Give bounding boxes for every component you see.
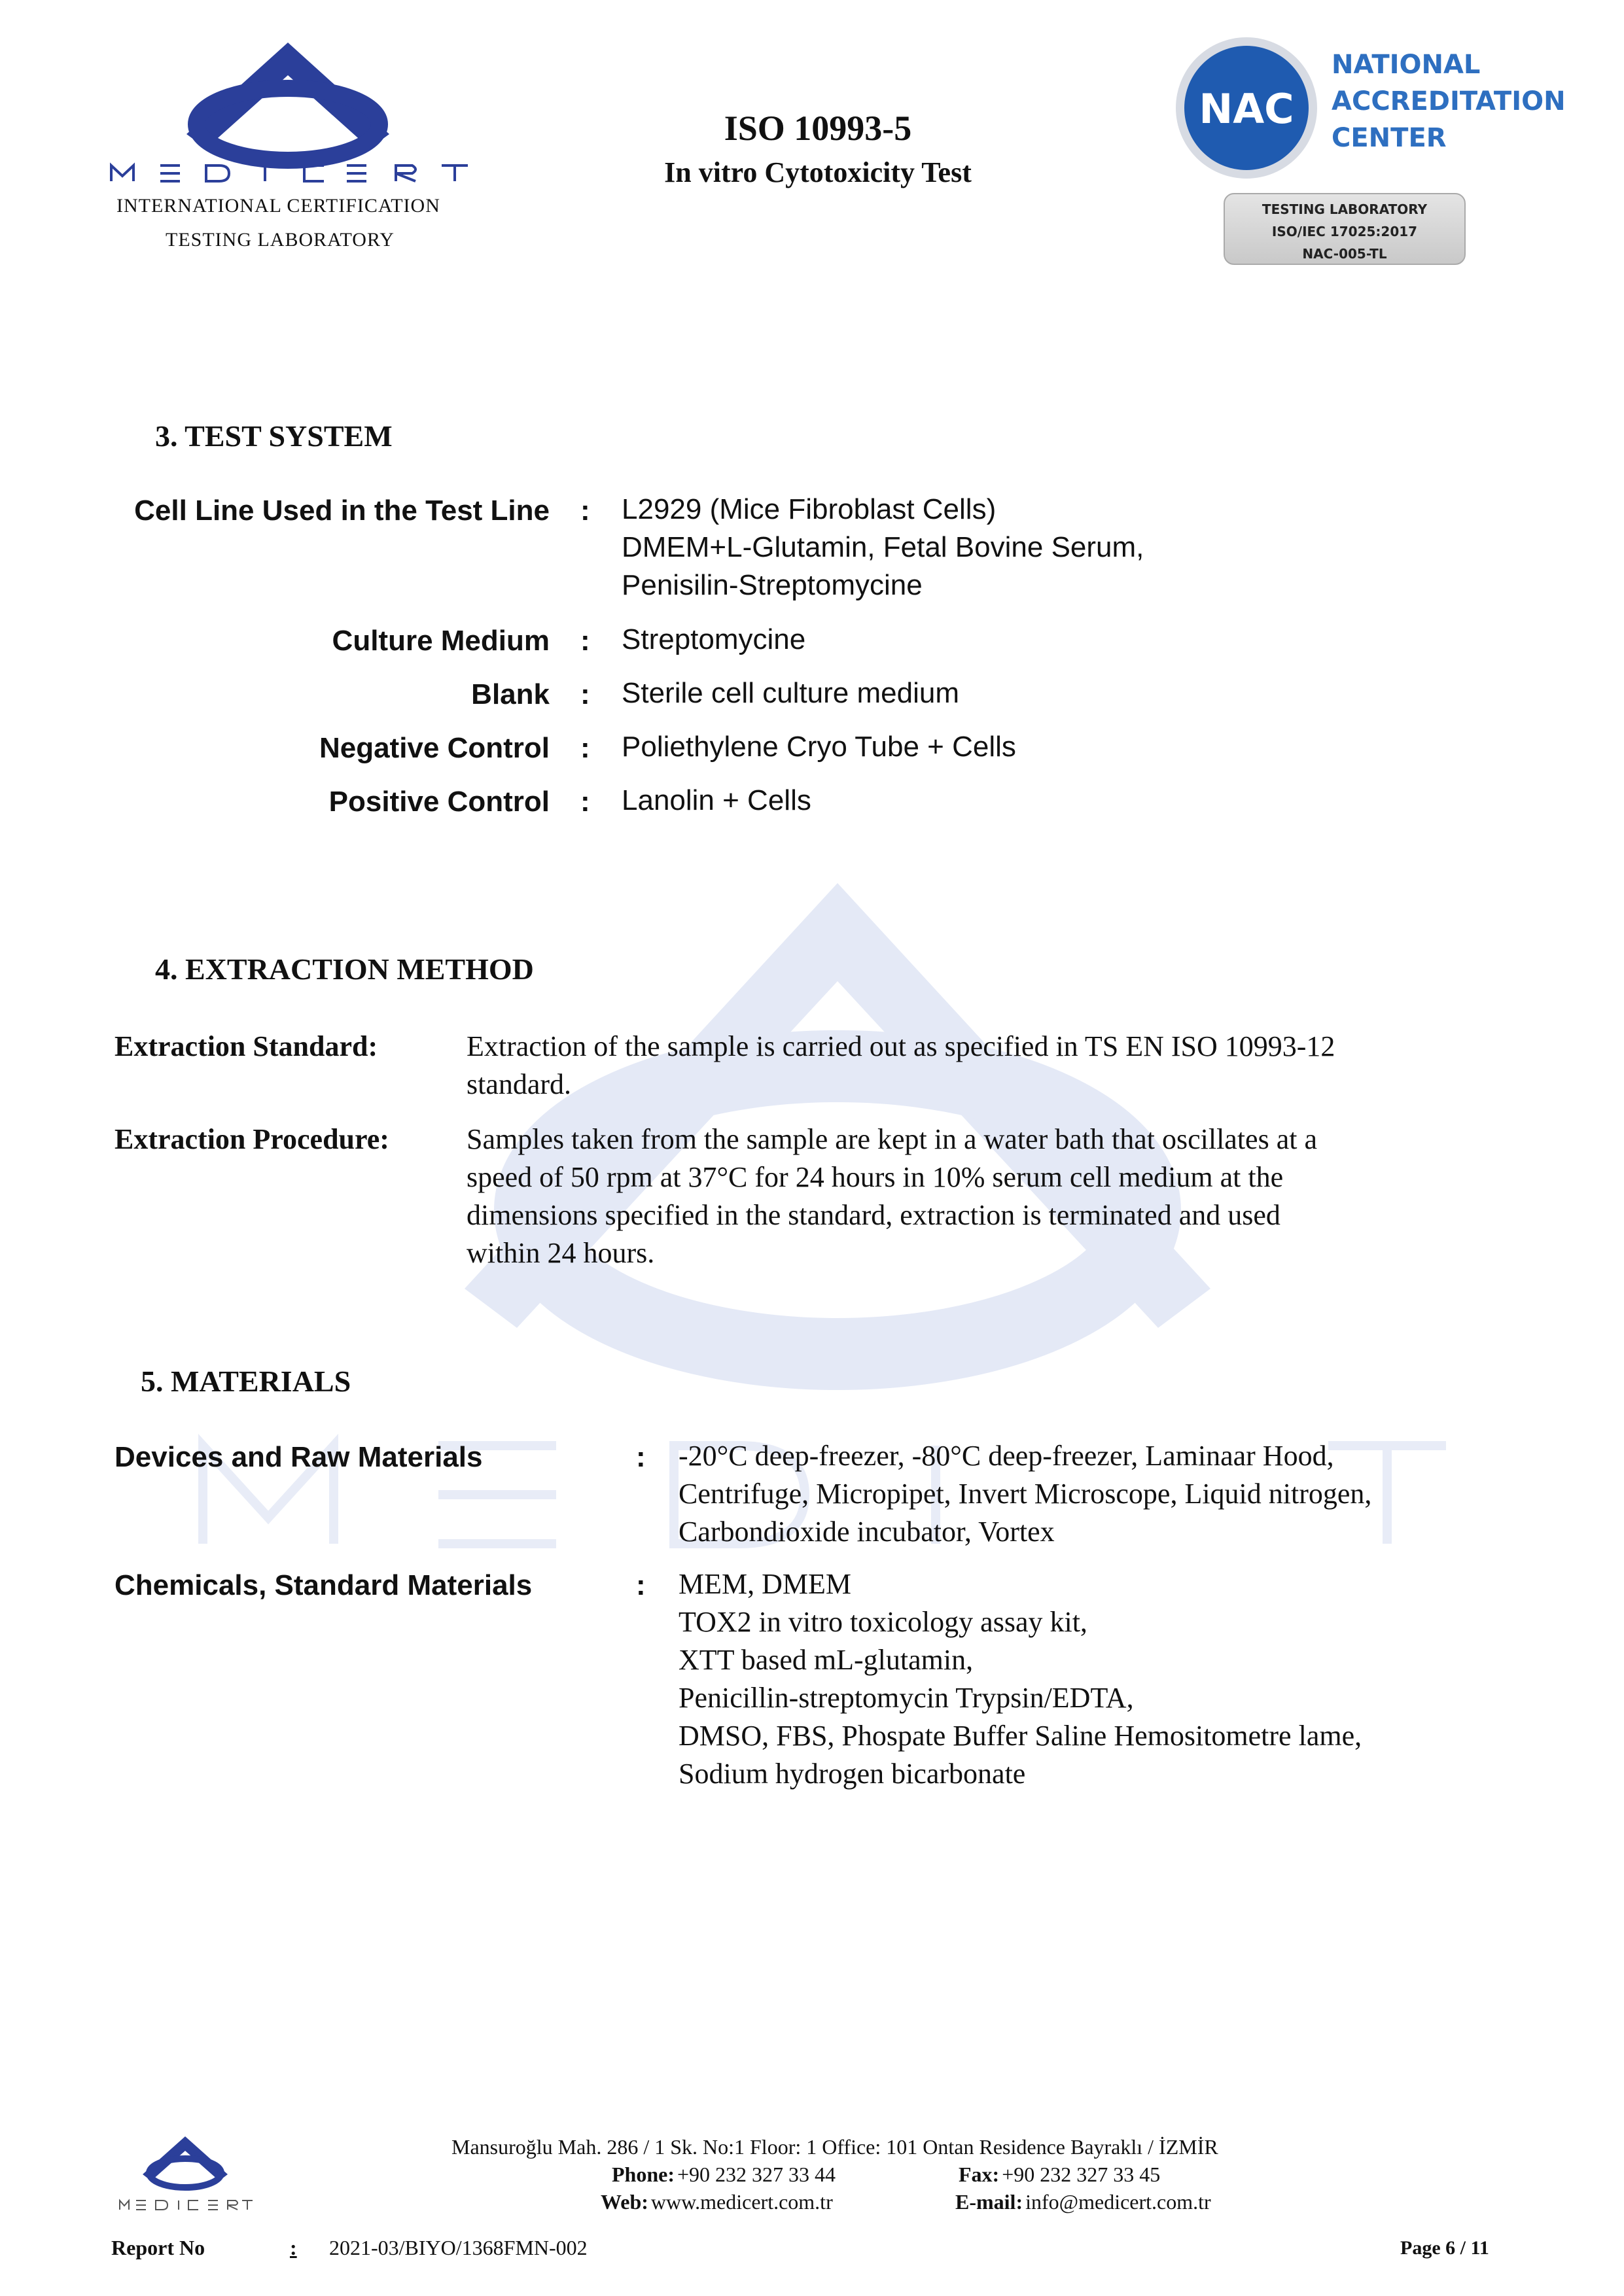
section-heading-extraction: 4. EXTRACTION METHOD — [155, 952, 534, 986]
email-label: E-mail: — [955, 2190, 1023, 2214]
materials-value — [679, 1565, 1362, 1793]
value-line: Penisilin-Streptomycine — [622, 569, 923, 601]
report-no-label: Report No — [111, 2236, 205, 2259]
nac-accreditation-logo — [1168, 33, 1566, 190]
test-system-label: Cell Line Used in the Test Line — [134, 495, 550, 527]
extraction-label: Extraction Standard: — [115, 1030, 378, 1062]
footer-address: Mansuroğlu Mah. 286 / 1 Sk. No:1 Floor: 1 Office: 101 Ontan Residence Bayraklı / İZMİR — [451, 2135, 1218, 2159]
report-no-separator: : — [290, 2236, 297, 2259]
value-line: XTT based mL-glutamin, — [679, 1644, 974, 1676]
nac-badge-line3: NAC-005-TL — [1302, 246, 1387, 262]
brand-line-certification: INTERNATIONAL CERTIFICATION — [116, 195, 440, 217]
value-line: Samples taken from the sample are kept in a water bath that oscillates at a — [467, 1123, 1317, 1155]
value-line: -20°C deep-freezer, -80°C deep-freezer, Laminaar Hood, — [679, 1440, 1334, 1472]
separator-colon: : — [580, 495, 590, 527]
nac-badge-line2: ISO/IEC 17025:2017 — [1271, 224, 1418, 239]
footer-medicert-logo — [116, 2134, 254, 2212]
value-line: Carbondioxide incubator, Vortex — [679, 1516, 1055, 1548]
report-no-value: 2021-03/BIYO/1368FMN-002 — [329, 2236, 588, 2259]
extraction-label: Extraction Procedure: — [115, 1123, 389, 1155]
value-line: Penicillin-streptomycin Trypsin/EDTA, — [679, 1682, 1134, 1714]
footer-email — [955, 2190, 1211, 2214]
value-line: MEM, DMEM — [679, 1568, 852, 1600]
nac-line1: NATIONAL — [1332, 50, 1481, 80]
test-system-value — [622, 728, 1016, 766]
test-system-value — [622, 621, 805, 659]
value-line: Centrifuge, Micropipet, Invert Microscope, Liquid nitrogen, — [679, 1478, 1372, 1510]
fax-value: +90 232 327 33 45 — [1002, 2163, 1161, 2186]
nac-testing-badge — [1224, 193, 1466, 265]
phone-label: Phone: — [612, 2163, 675, 2186]
phone-value: +90 232 327 33 44 — [677, 2163, 836, 2186]
footer-fax — [959, 2163, 1160, 2187]
value-line: DMSO, FBS, Phospate Buffer Saline Hemositometre lame, — [679, 1720, 1362, 1752]
separator-colon: : — [580, 678, 590, 710]
test-system-value — [622, 491, 1144, 604]
fax-label: Fax: — [959, 2163, 1000, 2186]
value-line: dimensions specified in the standard, extraction is terminated and used — [467, 1199, 1280, 1231]
separator-colon: : — [580, 786, 590, 818]
web-label: Web: — [601, 2190, 648, 2214]
value-line: Sodium hydrogen bicarbonate — [679, 1758, 1026, 1790]
materials-label: Chemicals, Standard Materials — [115, 1569, 533, 1601]
value-line: standard. — [467, 1068, 572, 1100]
value-line: Sterile cell culture medium — [622, 677, 959, 709]
extraction-value — [467, 1121, 1527, 1272]
nac-line3: CENTER — [1332, 123, 1447, 153]
document-title: ISO 10993-5 — [724, 109, 912, 148]
brand-line-testing: TESTING LABORATORY — [166, 229, 395, 251]
separator-colon: : — [636, 1569, 646, 1601]
value-line: within 24 hours. — [467, 1237, 655, 1269]
section-heading-materials: 5. MATERIALS — [141, 1365, 351, 1398]
value-line: Lanolin + Cells — [622, 784, 811, 816]
nac-abbr: NAC — [1199, 85, 1294, 133]
page-number: Page 6 / 11 — [1400, 2237, 1489, 2259]
materials-label: Devices and Raw Materials — [115, 1441, 483, 1473]
medicert-logo — [108, 36, 468, 193]
value-line: DMEM+L-Glutamin, Fetal Bovine Serum, — [622, 531, 1144, 563]
test-system-label: Positive Control — [328, 786, 550, 818]
footer-web — [601, 2190, 833, 2214]
web-link[interactable]: www.medicert.com.tr — [650, 2190, 833, 2214]
test-system-label: Culture Medium — [332, 625, 550, 657]
nac-badge-line1: TESTING LABORATORY — [1262, 201, 1428, 217]
value-line: Streptomycine — [622, 623, 806, 655]
email-link[interactable]: info@medicert.com.tr — [1025, 2190, 1211, 2214]
value-line: Extraction of the sample is carried out as specified in TS EN ISO 10993-12 — [467, 1030, 1335, 1062]
value-line: speed of 50 rpm at 37°C for 24 hours in 10% serum cell medium at the — [467, 1161, 1284, 1193]
value-line: L2929 (Mice Fibroblast Cells) — [622, 493, 997, 525]
test-system-value — [622, 674, 959, 712]
test-system-value — [622, 782, 811, 820]
separator-colon: : — [580, 732, 590, 764]
test-system-label: Negative Control — [319, 732, 550, 764]
value-line: Poliethylene Cryo Tube + Cells — [622, 731, 1016, 763]
extraction-value — [467, 1028, 1527, 1104]
document-subtitle: In vitro Cytotoxicity Test — [664, 156, 972, 188]
test-system-label: Blank — [471, 678, 550, 710]
footer-phone — [612, 2163, 836, 2187]
separator-colon: : — [636, 1441, 646, 1473]
section-heading-test-system: 3. TEST SYSTEM — [155, 419, 393, 453]
nac-line2: ACCREDITATION — [1332, 86, 1566, 116]
separator-colon: : — [580, 625, 590, 657]
value-line: TOX2 in vitro toxicology assay kit, — [679, 1606, 1087, 1638]
materials-value — [679, 1437, 1371, 1551]
